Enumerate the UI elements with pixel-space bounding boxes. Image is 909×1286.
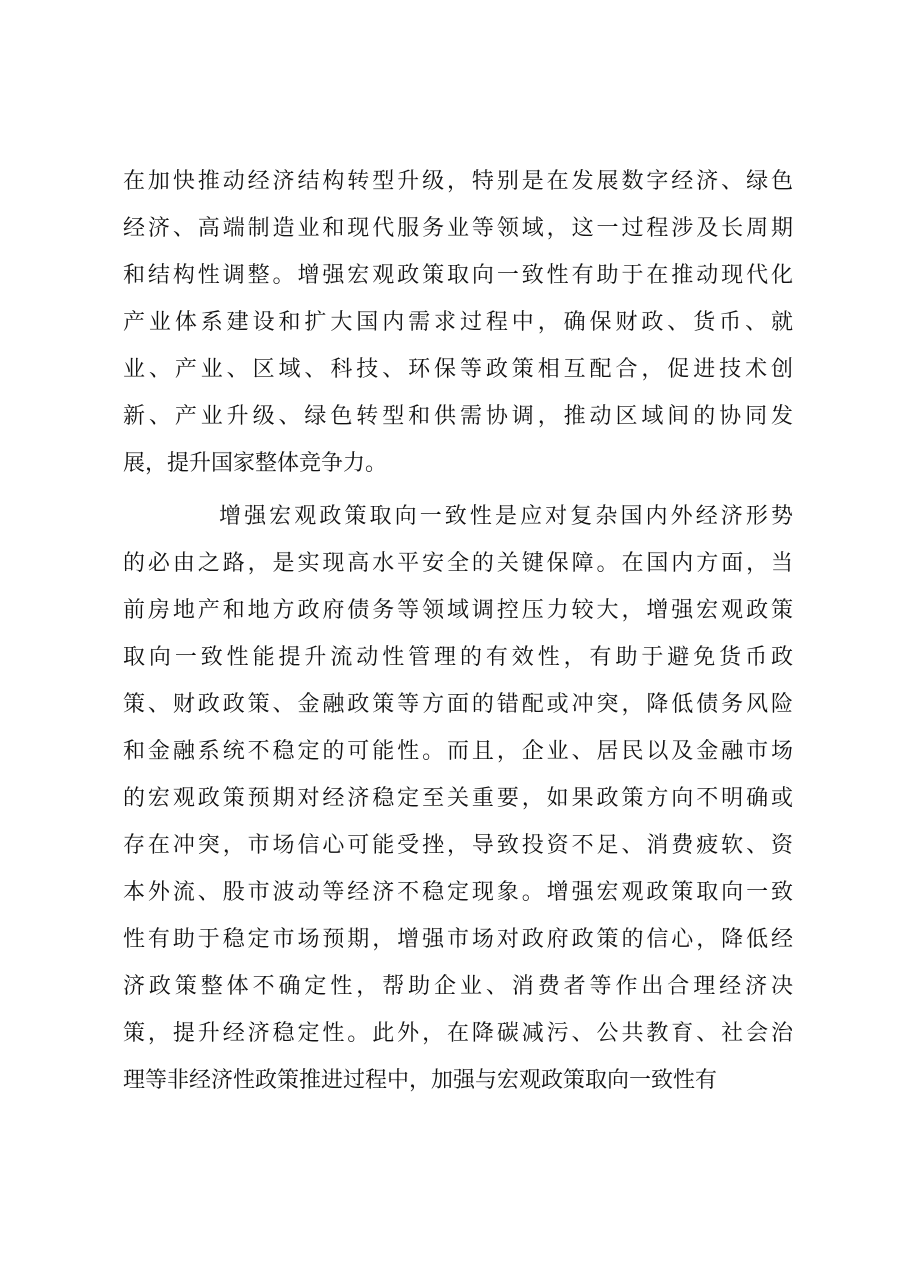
text-line: 展，提升国家整体竞争力。 xyxy=(123,451,388,476)
text-line: 本外流、股市波动等经济不稳定现象。增强宏观政策取向一致 xyxy=(123,880,796,905)
text-line: 在加快推动经济结构转型升级，特别是在发展数字经济、绿色 xyxy=(123,169,796,194)
text-line: 产业体系建设和扩大国内需求过程中，确保财政、货币、就 xyxy=(123,310,797,335)
text-line: 和金融系统不稳定的可能性。而且，企业、居民以及金融市场 xyxy=(123,739,796,764)
text-line: 存在冲突，市场信心可能受挫，导致投资不足、消费疲软、资 xyxy=(123,833,796,858)
text-line: 前房地产和地方政府债务等领域调控压力较大，增强宏观政策 xyxy=(123,598,796,623)
text-line: 新、产业升级、绿色转型和供需协调，推动区域间的协同发 xyxy=(123,404,797,429)
text-line: 济政策整体不确定性，帮助企业、消费者等作出合理经济决 xyxy=(123,974,797,999)
text-line: 策，提升经济稳定性。此外，在降碳减污、公共教育、社会治 xyxy=(123,1021,796,1046)
text-line: 业、产业、区域、科技、环保等政策相互配合，促进技术创 xyxy=(123,357,797,382)
text-line: 取向一致性能提升流动性管理的有效性，有助于避免货币政 xyxy=(123,645,797,670)
text-line: 的宏观政策预期对经济稳定至关重要，如果政策方向不明确或 xyxy=(123,786,796,811)
text-line: 性有助于稳定市场预期，增强市场对政府政策的信心，降低经 xyxy=(123,927,796,952)
text-line: 经济、高端制造业和现代服务业等领域，这一过程涉及长周期 xyxy=(123,216,796,241)
text-line: 增强宏观政策取向一致性是应对复杂国内外经济形势 xyxy=(219,504,797,529)
text-line: 和结构性调整。增强宏观政策取向一致性有助于在推动现代化 xyxy=(123,263,796,288)
text-line: 策、财政政策、金融政策等方面的错配或冲突，降低债务风险 xyxy=(123,692,796,717)
text-line: 的必由之路，是实现高水平安全的关键保障。在国内方面，当 xyxy=(123,551,796,576)
text-line: 理等非经济性政策推进过程中，加强与宏观政策取向一致性有 xyxy=(123,1068,718,1093)
